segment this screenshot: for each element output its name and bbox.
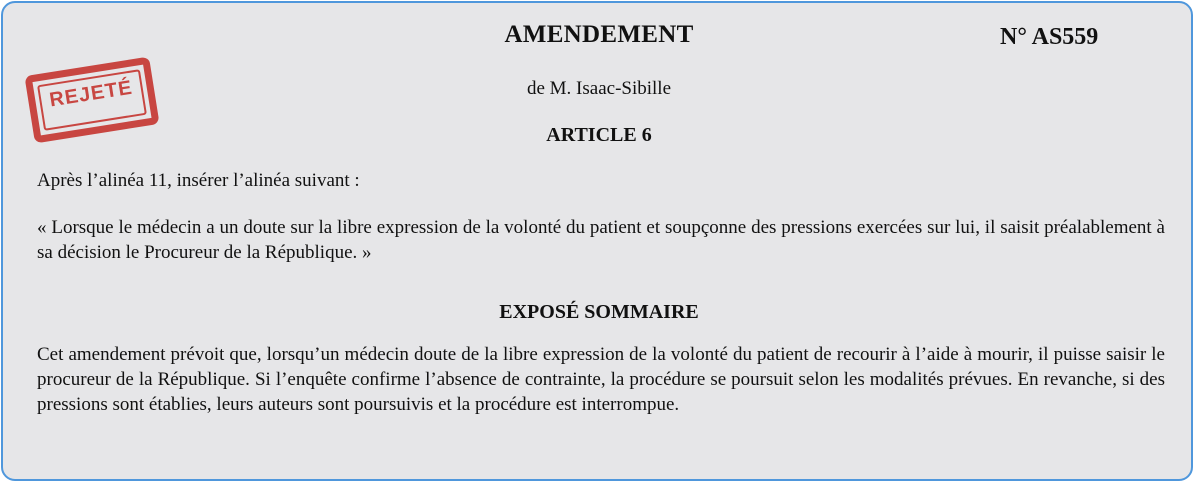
summary-paragraph: Cet amendement prévoit que, lorsqu’un médecin doute de la libre expression de la volonté du patient de recourir à l’aide à mourir, il puisse saisir le procureur de la République. Si l’enquête confirme l’absence de contrainte, la procédure se poursuit selon les modalités prévues. En revanche, si des pressions sont établies, leurs auteurs sont poursuivis et la procédure est interrompue. [37, 344, 1165, 415]
document-title: AMENDEMENT [504, 21, 694, 48]
inserted-text-paragraph: « Lorsque le médecin a un doute sur la libre expression de la volonté du patient et soupçonne des pressions exercées sur lui, il saisit préalablement à sa décision le Procureur de la République. » [37, 217, 1165, 263]
summary-heading: EXPOSÉ SOMMAIRE [499, 301, 699, 323]
amendment-card [1, 1, 1193, 481]
stamp-label: REJETÉ [47, 76, 135, 112]
instruction-paragraph: Après l’alinéa 11, insérer l’alinéa suivant : [37, 170, 360, 191]
amendment-number: N° AS559 [1000, 24, 1099, 50]
article-heading: ARTICLE 6 [546, 124, 652, 146]
author-line: de M. Isaac-Sibille [526, 78, 672, 99]
